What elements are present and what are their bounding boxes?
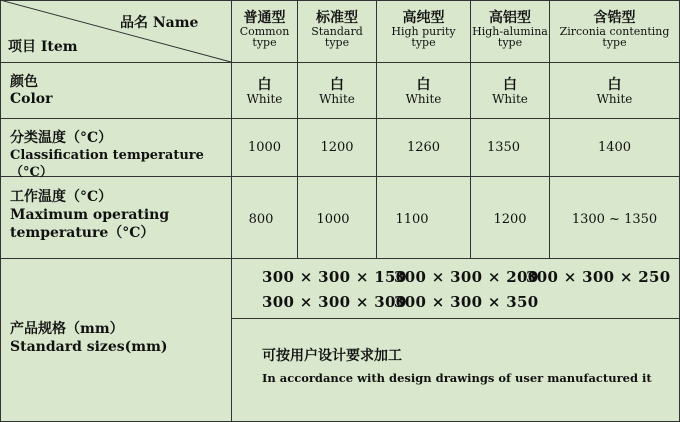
classification-value: 1400 — [597, 140, 632, 155]
color-value: 白 White — [246, 77, 283, 106]
size-value: 300 × 300 × 350 — [394, 293, 539, 311]
size-value: 300 × 300 × 300 — [262, 293, 407, 311]
column-header-common: 普通型 Common type — [239, 10, 290, 49]
operating-value: 1000 — [316, 212, 350, 227]
row-label-classification-temperature: 分类温度（°C） Classification temperature（°C） — [10, 130, 204, 180]
custom-note-en: In accordance with design drawings of user manufactured it — [262, 371, 652, 385]
size-value: 300 × 300 × 150 — [262, 268, 407, 286]
column-header-high-alumina: 高铝型 High-alumina type — [472, 10, 548, 49]
column-header-high-purity: 高纯型 High purity type — [391, 10, 456, 49]
item-label: 项目 Item — [8, 39, 78, 55]
color-value: 白 White — [596, 77, 633, 106]
row-label-color: 颜色 Color — [10, 74, 53, 107]
operating-value: 1100 — [395, 212, 429, 227]
row-label-standard-sizes: 产品规格（mm） Standard sizes(mm) — [10, 321, 168, 355]
size-value: 300 × 300 × 250 — [526, 268, 671, 286]
classification-value: 1350 — [486, 140, 521, 155]
operating-value: 1200 — [493, 212, 527, 227]
operating-value: 800 — [248, 212, 274, 227]
color-value: 白 White — [492, 77, 528, 106]
custom-note-zh: 可按用户设计要求加工 — [262, 348, 402, 364]
product-name-label: 品名 Name — [120, 15, 199, 31]
operating-value: 1300 ~ 1350 — [571, 212, 658, 227]
classification-value: 1000 — [247, 140, 282, 155]
row-label-operating-temperature: 工作温度（°C） Maximum operating temperature（°C） — [10, 189, 170, 241]
classification-value: 1260 — [406, 140, 441, 155]
classification-value: 1200 — [320, 140, 354, 155]
size-value: 300 × 300 × 200 — [394, 268, 539, 286]
color-value: 白 White — [405, 77, 442, 106]
column-header-standard: 标准型 Standard type — [311, 10, 363, 49]
color-value: 白 White — [319, 77, 355, 106]
column-header-zirconia: 含锆型 Zirconia contenting type — [559, 10, 670, 49]
